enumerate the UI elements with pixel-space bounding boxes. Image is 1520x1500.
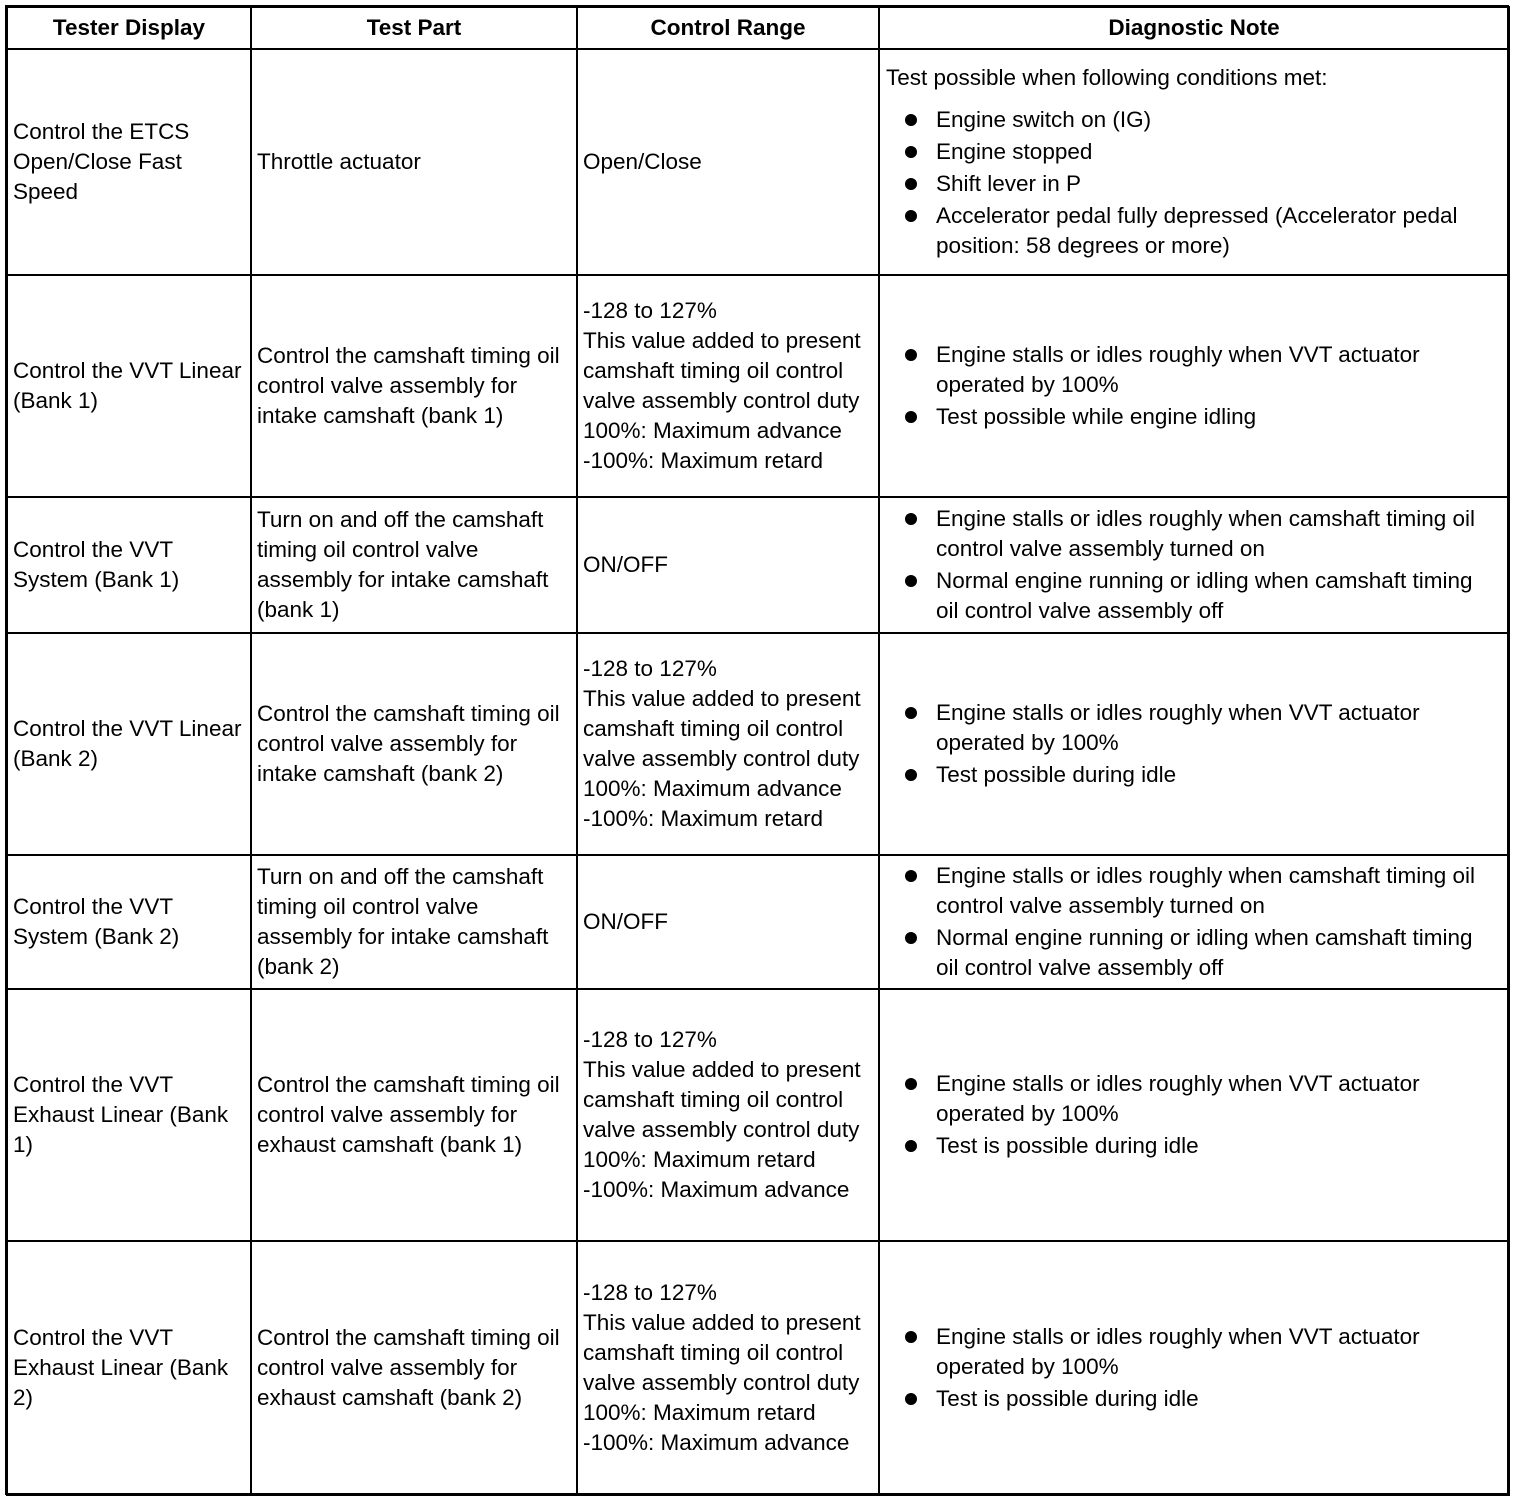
- bullet-icon: [905, 1393, 917, 1405]
- bullet-icon: [905, 870, 917, 882]
- note-text: Normal engine running or idling when camshaft timing oil control valve assembly off: [936, 568, 1473, 623]
- note-intro: Test possible when following conditions met:: [886, 65, 1328, 90]
- table-row: [7, 275, 1509, 497]
- control-range-cell: -128 to 127% This value added to present camshaft timing oil control valve assembly control duty 100%: Maximum retard -100%: Maximum advance: [577, 989, 879, 1241]
- tester-display-cell: Control the VVT Linear (Bank 2): [7, 633, 251, 855]
- note-item: [886, 1322, 1500, 1382]
- test-part-cell: Turn on and off the camshaft timing oil control valve assembly for intake camshaft (bank 1): [251, 497, 577, 633]
- table-row: [7, 497, 1509, 633]
- note-text: Engine stalls or idles roughly when VVT actuator operated by 100%: [936, 1324, 1420, 1379]
- header-diagnostic-note: Diagnostic Note: [879, 7, 1509, 49]
- note-item: [886, 402, 1500, 432]
- diagnostic-note-cell: [879, 633, 1509, 855]
- note-text: Test possible while engine idling: [936, 404, 1257, 429]
- note-text: Test is possible during idle: [936, 1133, 1199, 1158]
- note-list: [886, 105, 1500, 261]
- test-part-cell: Control the camshaft timing oil control valve assembly for intake camshaft (bank 2): [251, 633, 577, 855]
- note-text: Engine stalls or idles roughly when VVT actuator operated by 100%: [936, 1071, 1420, 1126]
- bullet-icon: [905, 769, 917, 781]
- test-part-cell: Control the camshaft timing oil control valve assembly for intake camshaft (bank 1): [251, 275, 577, 497]
- table-row: [7, 49, 1509, 275]
- note-item: [886, 698, 1500, 758]
- bullet-icon: [905, 1078, 917, 1090]
- note-item: [886, 923, 1500, 983]
- table-row: [7, 989, 1509, 1241]
- bullet-icon: [905, 349, 917, 361]
- test-part-cell: Control the camshaft timing oil control valve assembly for exhaust camshaft (bank 2): [251, 1241, 577, 1495]
- diagnostic-note-cell: [879, 1241, 1509, 1495]
- bullet-icon: [905, 1331, 917, 1343]
- diagnostic-note-cell: [879, 989, 1509, 1241]
- table-row: [7, 633, 1509, 855]
- bullet-icon: [905, 210, 917, 222]
- header-test-part: Test Part: [251, 7, 577, 49]
- note-item: [886, 137, 1500, 167]
- note-text: Test possible during idle: [936, 762, 1177, 787]
- test-part-cell: Turn on and off the camshaft timing oil control valve assembly for intake camshaft (bank 2): [251, 855, 577, 989]
- tester-display-cell: Control the VVT System (Bank 1): [7, 497, 251, 633]
- tester-display-cell: Control the VVT Exhaust Linear (Bank 1): [7, 989, 251, 1241]
- note-text: Accelerator pedal fully depressed (Accelerator pedal position: 58 degrees or more): [936, 203, 1458, 258]
- table-row: [7, 855, 1509, 989]
- bullet-icon: [905, 932, 917, 944]
- table-row: [7, 1241, 1509, 1495]
- bullet-icon: [905, 575, 917, 587]
- note-list: [886, 1069, 1500, 1161]
- bullet-icon: [905, 1140, 917, 1152]
- note-item: [886, 169, 1500, 199]
- bullet-icon: [905, 146, 917, 158]
- note-item: [886, 566, 1500, 626]
- diagnostic-note-cell: [879, 275, 1509, 497]
- control-range-cell: -128 to 127% This value added to present camshaft timing oil control valve assembly control duty 100%: Maximum advance -100%: Maximum retard: [577, 275, 879, 497]
- test-part-cell: Throttle actuator: [251, 49, 577, 275]
- note-list: [886, 1322, 1500, 1414]
- note-item: [886, 504, 1500, 564]
- note-item: [886, 760, 1500, 790]
- diagnostic-note-cell: [879, 497, 1509, 633]
- note-item: [886, 1131, 1500, 1161]
- tester-display-cell: Control the VVT Exhaust Linear (Bank 2): [7, 1241, 251, 1495]
- note-text: Normal engine running or idling when camshaft timing oil control valve assembly off: [936, 925, 1473, 980]
- control-range-cell: ON/OFF: [577, 855, 879, 989]
- note-text: Shift lever in P: [936, 171, 1082, 196]
- header-control-range: Control Range: [577, 7, 879, 49]
- control-range-cell: ON/OFF: [577, 497, 879, 633]
- note-text: Test is possible during idle: [936, 1386, 1199, 1411]
- control-range-cell: Open/Close: [577, 49, 879, 275]
- note-item: [886, 105, 1500, 135]
- note-item: [886, 201, 1500, 261]
- note-list: [886, 340, 1500, 432]
- note-text: Engine stalls or idles roughly when camshaft timing oil control valve assembly turned on: [936, 506, 1476, 561]
- note-list: [886, 861, 1500, 983]
- test-part-cell: Control the camshaft timing oil control valve assembly for exhaust camshaft (bank 1): [251, 989, 577, 1241]
- control-range-cell: -128 to 127% This value added to present camshaft timing oil control valve assembly control duty 100%: Maximum advance -100%: Maximum retard: [577, 633, 879, 855]
- active-test-table: [6, 6, 1510, 1496]
- note-list: [886, 504, 1500, 626]
- bullet-icon: [905, 513, 917, 525]
- bullet-icon: [905, 707, 917, 719]
- header-row: [7, 7, 1509, 49]
- note-item: [886, 861, 1500, 921]
- note-item: [886, 1069, 1500, 1129]
- note-text: Engine stalls or idles roughly when VVT actuator operated by 100%: [936, 342, 1420, 397]
- note-item: [886, 1384, 1500, 1414]
- note-item: [886, 340, 1500, 400]
- bullet-icon: [905, 178, 917, 190]
- header-tester-display: Tester Display: [7, 7, 251, 49]
- tester-display-cell: Control the VVT System (Bank 2): [7, 855, 251, 989]
- tester-display-cell: Control the VVT Linear (Bank 1): [7, 275, 251, 497]
- bullet-icon: [905, 114, 917, 126]
- note-text: Engine stalls or idles roughly when camshaft timing oil control valve assembly turned on: [936, 863, 1476, 918]
- note-list: [886, 698, 1500, 790]
- diagnostic-note-cell: [879, 855, 1509, 989]
- diagnostic-note-cell: [879, 49, 1509, 275]
- note-text: Engine stopped: [936, 139, 1093, 164]
- note-text: Engine switch on (IG): [936, 107, 1152, 132]
- note-text: Engine stalls or idles roughly when VVT actuator operated by 100%: [936, 700, 1420, 755]
- tester-display-cell: Control the ETCS Open/Close Fast Speed: [7, 49, 251, 275]
- control-range-cell: -128 to 127% This value added to present camshaft timing oil control valve assembly control duty 100%: Maximum retard -100%: Maximum advance: [577, 1241, 879, 1495]
- bullet-icon: [905, 411, 917, 423]
